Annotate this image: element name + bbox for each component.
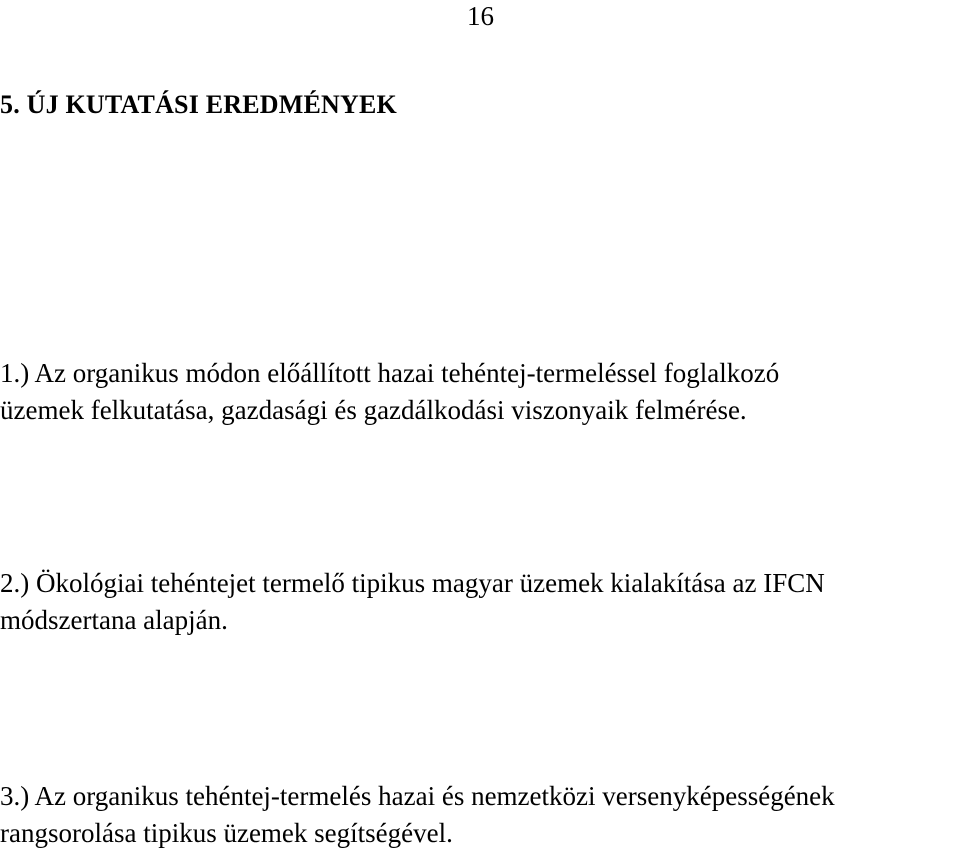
section-heading: 5. ÚJ KUTATÁSI EREDMÉNYEK xyxy=(0,90,397,119)
finding-2 xyxy=(0,565,959,639)
finding-1 xyxy=(0,355,959,429)
finding-3-line-1: 3.) Az organikus tehéntej-termelés hazai és nemzetközi versenyképességének xyxy=(0,781,835,811)
page-number: 16 xyxy=(467,1,494,31)
finding-1-line-1: 1.) Az organikus módon előállított hazai tehéntej-termeléssel foglalkozó xyxy=(0,358,780,388)
finding-1-line-2: üzemek felkutatása, gazdasági és gazdálkodási viszonyaik felmérése. xyxy=(0,395,747,425)
finding-2-line-1: 2.) Ökológiai tehéntejet termelő tipikus magyar üzemek kialakítása az IFCN xyxy=(0,568,825,598)
finding-3 xyxy=(0,778,959,852)
finding-2-line-2: módszertana alapján. xyxy=(0,605,228,635)
finding-3-line-2: rangsorolása tipikus üzemek segítségével. xyxy=(0,818,453,848)
